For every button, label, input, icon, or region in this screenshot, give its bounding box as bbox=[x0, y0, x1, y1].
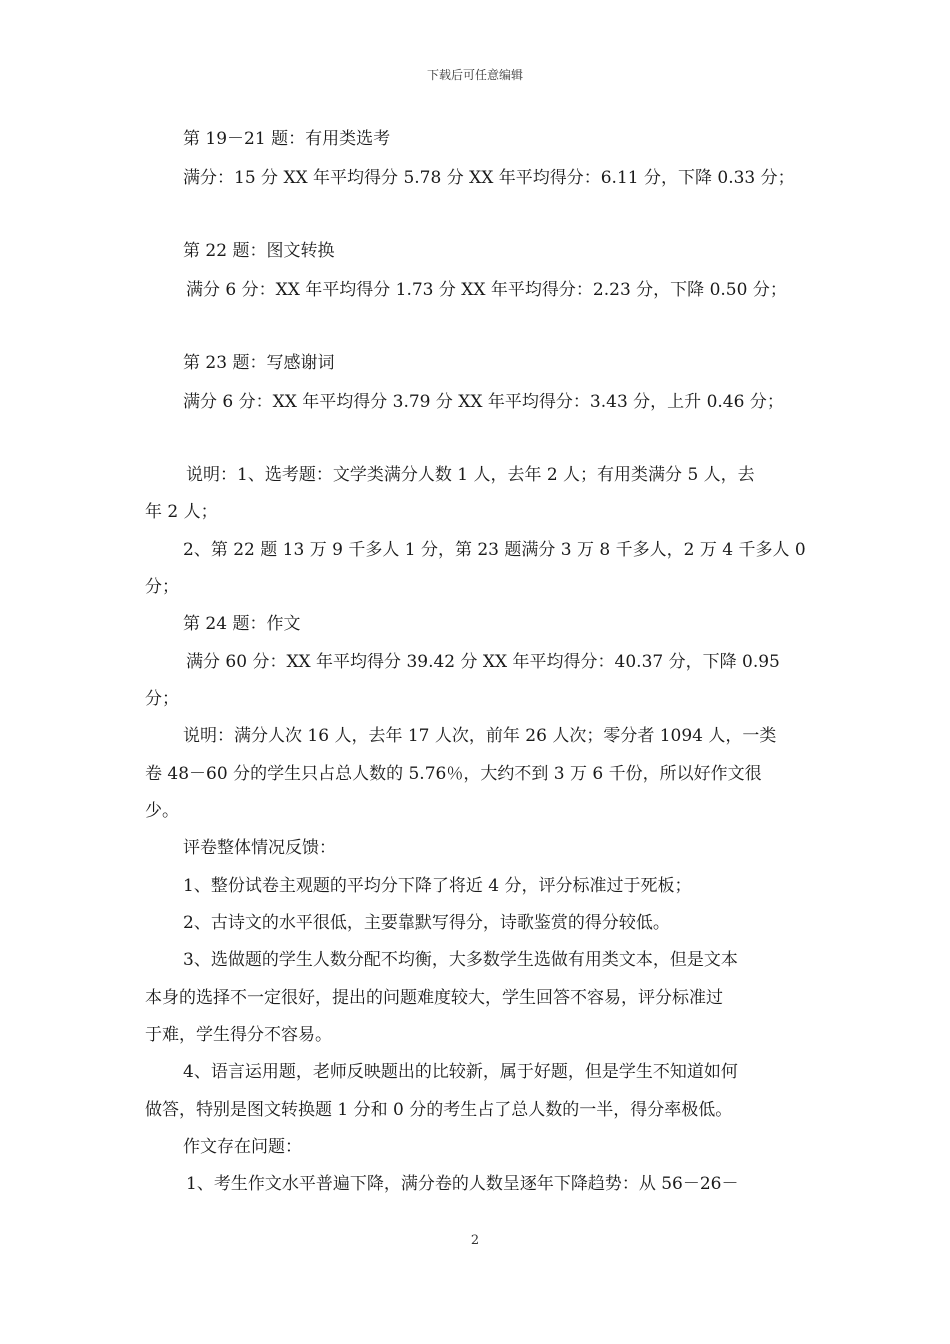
text-line: 说明：满分人次 16 人，去年 17 人次，前年 26 人次；零分者 1094 人，一类 bbox=[183, 726, 777, 746]
text-line: 年 2 人； bbox=[145, 502, 218, 522]
text-line: 满分：15 分 XX 年平均得分 5.78 分 XX 年平均得分：6.11 分，下降 0.33 分； bbox=[183, 168, 795, 188]
text-line: 卷 48－60 分的学生只占总人数的 5.76％，大约不到 3 万 6 千份，所以好作文很 bbox=[145, 764, 762, 784]
text-line: 于难，学生得分不容易。 bbox=[145, 1025, 332, 1045]
text-line: 分； bbox=[145, 577, 179, 597]
text-line: 分； bbox=[145, 689, 179, 709]
heading-essay-problems: 作文存在问题： bbox=[183, 1137, 302, 1157]
heading-feedback: 评卷整体情况反馈： bbox=[183, 838, 336, 858]
text-line: 2、古诗文的水平很低，主要靠默写得分，诗歌鉴赏的得分较低。 bbox=[183, 913, 670, 933]
text-line: 本身的选择不一定很好，提出的问题难度较大，学生回答不容易，评分标准过 bbox=[145, 988, 723, 1008]
heading-q22: 第 22 题：图文转换 bbox=[183, 241, 335, 261]
text-line: 满分 6 分：XX 年平均得分 1.73 分 XX 年平均得分：2.23 分，下降 0.50 分； bbox=[186, 280, 787, 300]
text-line: 4、语言运用题，老师反映题出的比较新，属于好题，但是学生不知道如何 bbox=[183, 1062, 738, 1082]
text-line: 1、整份试卷主观题的平均分下降了将近 4 分，评分标准过于死板； bbox=[183, 876, 692, 896]
page-number: 2 bbox=[470, 1233, 480, 1248]
text-line: 满分 6 分：XX 年平均得分 3.79 分 XX 年平均得分：3.43 分，上升 0.46 分； bbox=[183, 392, 784, 412]
text-line: 3、选做题的学生人数分配不均衡，大多数学生选做有用类文本，但是文本 bbox=[183, 950, 738, 970]
heading-q23: 第 23 题：写感谢词 bbox=[183, 353, 335, 373]
text-line: 1、考生作文水平普遍下降，满分卷的人数呈逐年下降趋势：从 56－26－ bbox=[186, 1174, 739, 1194]
heading-q19-21: 第 19－21 题：有用类选考 bbox=[183, 129, 391, 149]
page-header: 下载后可任意编辑 bbox=[426, 68, 523, 82]
text-line: 少。 bbox=[145, 801, 179, 821]
text-line: 做答，特别是图文转换题 1 分和 0 分的考生占了总人数的一半，得分率极低。 bbox=[145, 1100, 733, 1120]
heading-q24: 第 24 题：作文 bbox=[183, 614, 301, 634]
text-line: 2、第 22 题 13 万 9 千多人 1 分，第 23 题满分 3 万 8 千多人，2 万 4 千多人 0 bbox=[183, 540, 806, 560]
text-line: 满分 60 分：XX 年平均得分 39.42 分 XX 年平均得分：40.37 分，下降 0.95 bbox=[186, 652, 780, 672]
text-line: 说明：1、选考题：文学类满分人数 1 人，去年 2 人；有用类满分 5 人，去 bbox=[186, 465, 755, 485]
